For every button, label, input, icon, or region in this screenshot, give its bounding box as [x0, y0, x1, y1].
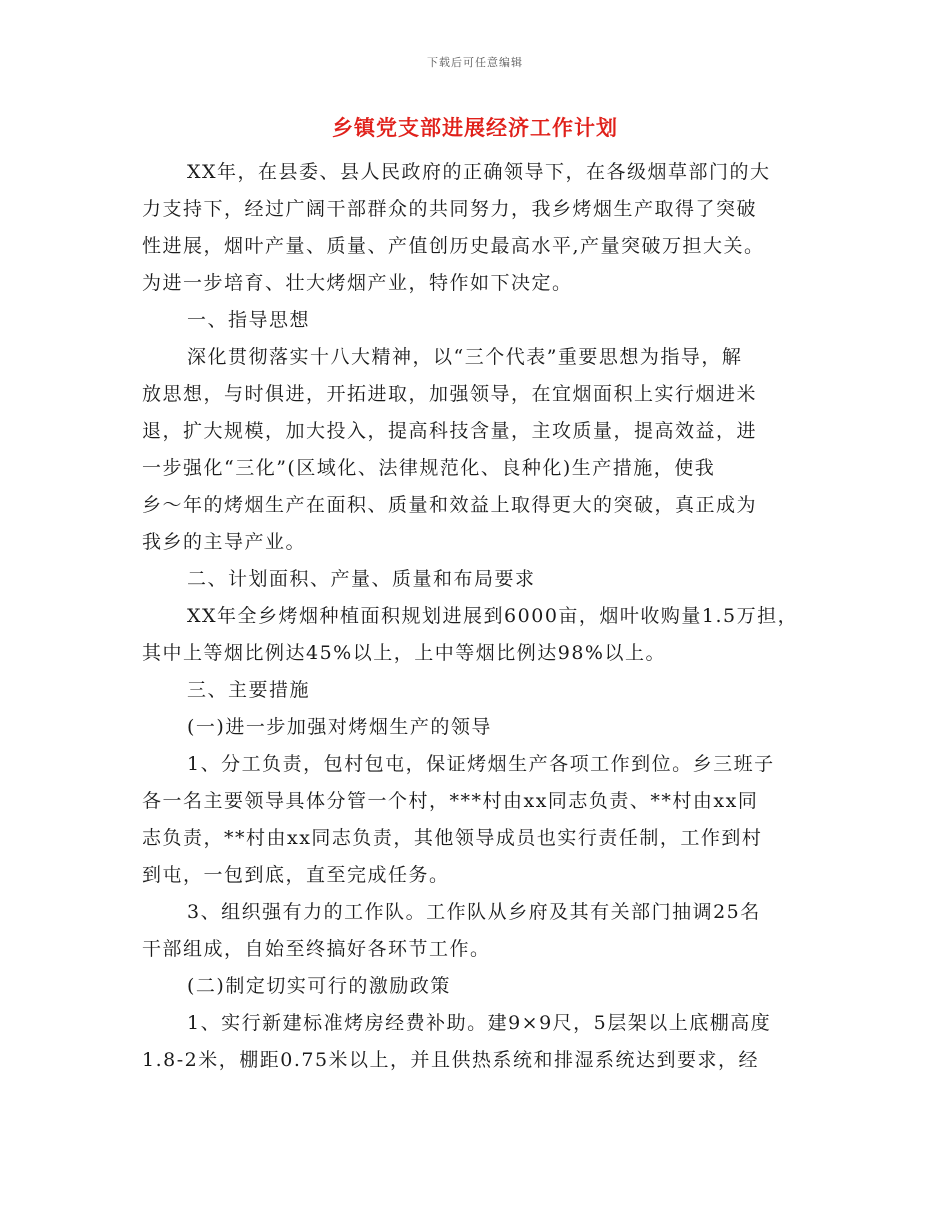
text-line: 退，扩大规模，加大投入，提高科技含量，主攻质量，提高效益，进	[142, 420, 758, 442]
text-line: 二、计划面积、产量、质量和布局要求	[187, 568, 536, 590]
document-title: 乡镇党支部进展经济工作计划	[332, 115, 618, 140]
text-line: 一、指导思想	[187, 309, 311, 331]
text-line: 深化贯彻落实十八大精神，以“三个代表”重要思想为指导，解	[187, 346, 743, 368]
text-line: 到屯，一包到底，直至完成任务。	[142, 864, 450, 886]
text-line: 干部组成，自始至终搞好各环节工作。	[142, 938, 491, 960]
text-line: 1.8-2米，棚距0.75米以上，并且供热系统和排湿系统达到要求，经	[142, 1049, 760, 1071]
text-line: 志负责，**村由xx同志负责，其他领导成员也实行责任制，工作到村	[142, 827, 763, 849]
text-line: 3、组织强有力的工作队。工作队从乡府及其有关部门抽调25名	[187, 901, 761, 923]
text-line: 乡～年的烤烟生产在面积、质量和效益上取得更大的突破，真正成为	[142, 494, 758, 516]
text-line: 放思想，与时俱进，开拓进取，加强领导，在宜烟面积上实行烟进米	[142, 383, 758, 405]
text-line: 为进一步培育、壮大烤烟产业，特作如下决定。	[142, 272, 573, 294]
text-line: 性进展，烟叶产量、质量、产值创历史最高水平,产量突破万担大关。	[142, 235, 765, 257]
text-line: 各一名主要领导具体分管一个村，***村由xx同志负责、**村由xx同	[142, 790, 759, 812]
text-line: 力支持下，经过广阔干部群众的共同努力，我乡烤烟生产取得了突破	[142, 198, 758, 220]
text-line: 一步强化“三化”(区域化、法律规范化、良种化)生产措施，使我	[142, 457, 716, 479]
text-line: 我乡的主导产业。	[142, 531, 307, 553]
text-line: XX年全乡烤烟种植面积规划进展到6000亩，烟叶收购量1.5万担，	[187, 605, 799, 627]
text-line: (一)进一步加强对烤烟生产的领导	[187, 716, 492, 738]
text-line: 三、主要措施	[187, 679, 311, 701]
text-line: 1、分工负责，包村包屯，保证烤烟生产各项工作到位。乡三班子	[187, 753, 775, 775]
text-line: XX年，在县委、县人民政府的正确领导下，在各级烟草部门的大	[187, 161, 771, 183]
document-body	[142, 154, 832, 1079]
text-line: 1、实行新建标准烤房经费补助。建9×9尺，5层架以上底棚高度	[187, 1012, 772, 1034]
text-line: (二)制定切实可行的激励政策	[187, 975, 451, 997]
text-line: 其中上等烟比例达45%以上，上中等烟比例达98%以上。	[142, 642, 666, 664]
page-header-note: 下载后可任意编辑	[427, 56, 523, 69]
